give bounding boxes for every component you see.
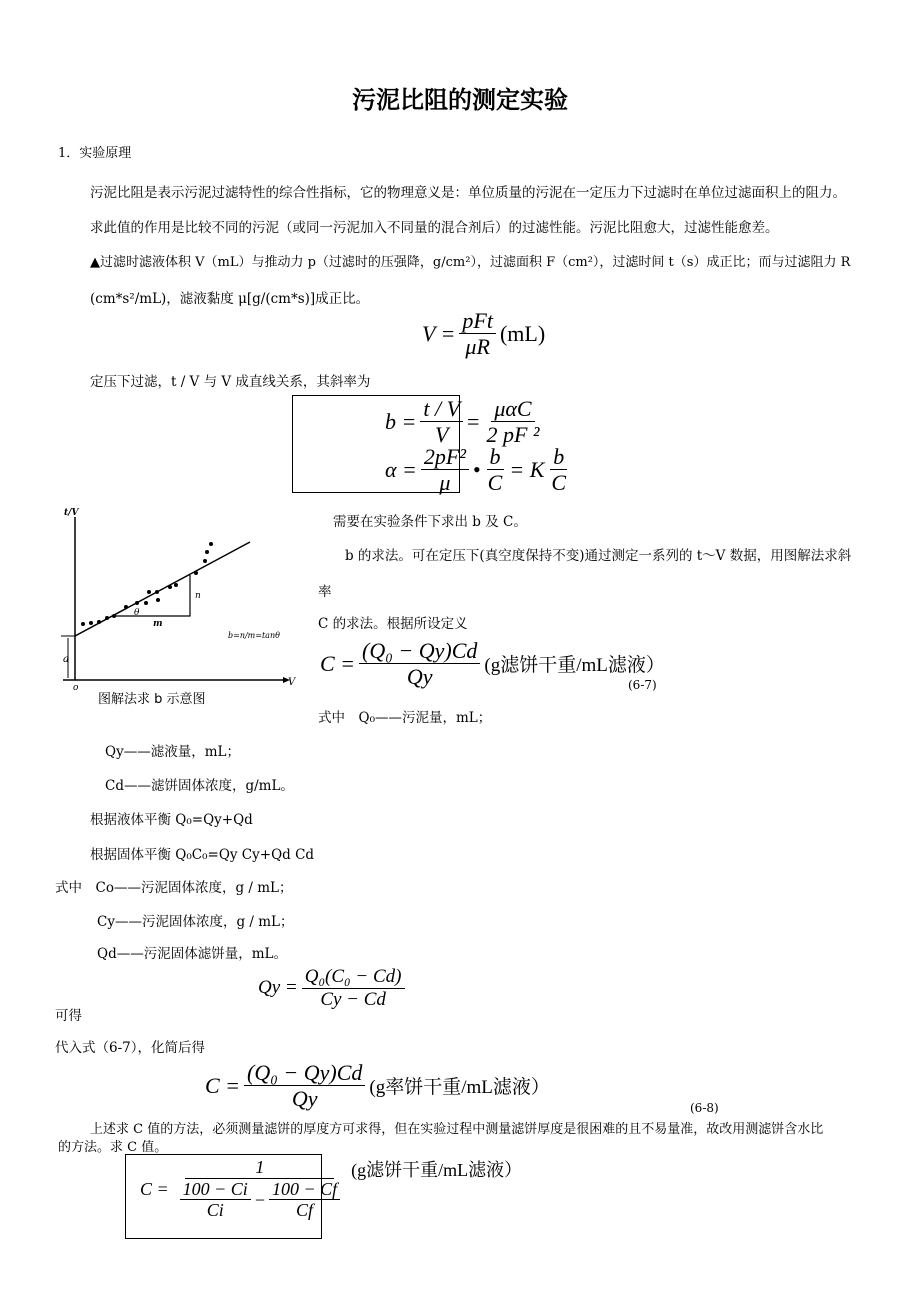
formula-alpha bbox=[385, 444, 573, 496]
paragraph: C 的求法。根据所设定义 bbox=[318, 616, 468, 632]
numerator: 100 − Cf bbox=[269, 1179, 340, 1201]
paragraph: ▲过滤时滤液体积 V（mL）与推动力 p（过滤时的压强降，g/cm²），过滤面积 F（cm²），过滤时间 t（s）成正比；而与过滤阻力 R bbox=[90, 255, 851, 270]
paragraph: Qd——污泥固体滤饼量，mL。 bbox=[97, 946, 287, 962]
formula-lhs: C = bbox=[320, 650, 356, 676]
paragraph: 可得 bbox=[55, 1008, 82, 1024]
paragraph: b 的求法。可在定压下(真空度保持不变)通过测定一系列的 t～V 数据，用图解法求斜 bbox=[345, 548, 852, 564]
denominator: C bbox=[551, 470, 567, 496]
paragraph: 式中 Q₀——污泥量，mL； bbox=[318, 710, 492, 726]
denominator: μR bbox=[465, 334, 490, 360]
paragraph: 污泥比阻是表示污泥过滤特性的综合性指标，它的物理意义是：单位质量的污泥在一定压力下过滤时在单位过滤面积上的阻力。 bbox=[90, 185, 846, 201]
section-heading: 1．实验原理 bbox=[58, 146, 132, 161]
paragraph: (cm*s²/mL)，滤液黏度 μ[g/(cm*s)]成正比。 bbox=[90, 291, 370, 307]
paragraph: 求此值的作用是比较不同的污泥（或同一污泥加入不同量的混合剂后）的过滤性能。污泥比阻愈大，过滤性能愈差。 bbox=[90, 220, 779, 236]
paragraph: 代入式（6-7），化简后得 bbox=[55, 1040, 205, 1056]
denominator: 2 pF ² bbox=[486, 422, 540, 448]
numerator: t / V bbox=[420, 396, 463, 422]
formula-v bbox=[422, 308, 545, 360]
dot: • bbox=[472, 456, 481, 482]
formula-lhs: C = bbox=[140, 1178, 169, 1199]
paragraph: 定压下过滤，t / V 与 V 成直线关系，其斜率为 bbox=[90, 374, 371, 390]
formula-c-6-7 bbox=[320, 638, 665, 690]
formula-lhs: Qy = bbox=[258, 977, 298, 999]
numerator: (Q₀ − Qy)Cd bbox=[244, 1060, 365, 1086]
denominator: Cf bbox=[296, 1200, 314, 1221]
paragraph: Cd——滤饼固体浓度，g/mL。 bbox=[105, 778, 294, 794]
numerator: 100 − Ci bbox=[180, 1179, 251, 1201]
unit: (g率饼干重/mL滤液） bbox=[369, 1077, 550, 1099]
paragraph: Qy——滤液量，mL； bbox=[105, 744, 240, 760]
numerator: Q₀(C₀ − Cd) bbox=[302, 966, 405, 989]
unit: (g滤饼干重/mL滤液） bbox=[484, 655, 665, 677]
x-axis-label: V bbox=[288, 677, 296, 688]
unit: (g滤饼干重/mL滤液） bbox=[351, 1160, 523, 1181]
intercept-label: a bbox=[63, 654, 69, 665]
numerator: pFt bbox=[459, 308, 496, 334]
paragraph: 需要在实验条件下求出 b 及 C。 bbox=[333, 514, 527, 530]
equals: = K bbox=[509, 456, 545, 482]
slope-formula: b=n/m=tanθ bbox=[228, 631, 280, 640]
paragraph: 率 bbox=[318, 584, 332, 600]
minus: − bbox=[254, 1189, 265, 1210]
formula-lhs: b = bbox=[385, 408, 417, 434]
denominator: μ bbox=[439, 470, 451, 496]
numerator: b bbox=[487, 444, 504, 470]
formula-qy bbox=[258, 966, 409, 1011]
denominator: Cy − Cd bbox=[320, 988, 386, 1010]
origin-label: o bbox=[73, 683, 79, 690]
unit: (mL) bbox=[499, 320, 546, 346]
equals: = bbox=[467, 408, 480, 434]
numerator: 1 bbox=[185, 1157, 334, 1179]
denominator: Qy bbox=[291, 1086, 318, 1112]
formula-lhs: V = bbox=[422, 320, 456, 346]
numerator: (Q₀ − Qy)Cd bbox=[359, 638, 480, 664]
formula-c-water bbox=[140, 1157, 522, 1221]
page-title: 污泥比阻的测定实验 bbox=[352, 86, 568, 114]
equation-label: (6-7) bbox=[628, 678, 657, 692]
y-axis-label: t/V bbox=[64, 508, 79, 518]
numerator: μαC bbox=[491, 396, 534, 422]
formula-b bbox=[385, 396, 547, 448]
numerator: 2pF² bbox=[421, 444, 469, 470]
denominator: V bbox=[434, 422, 449, 448]
denominator: Ci bbox=[206, 1200, 224, 1221]
paragraph: 根据固体平衡 Q₀C₀=Qy Cy+Qd Cd bbox=[90, 847, 315, 863]
graph-figure bbox=[58, 505, 308, 710]
denominator: C bbox=[487, 470, 503, 496]
run-label: m bbox=[153, 619, 163, 629]
numerator: b bbox=[550, 444, 567, 470]
figure-caption: 图解法求 b 示意图 bbox=[98, 692, 206, 707]
paragraph: 的方法。求 C 值。 bbox=[58, 1140, 168, 1155]
paragraph: 式中 Co——污泥固体浓度，g / mL； bbox=[55, 880, 293, 896]
formula-lhs: α = bbox=[385, 456, 417, 482]
equation-label: (6-8) bbox=[690, 1101, 719, 1115]
angle-label: θ bbox=[134, 608, 140, 618]
denominator: Qy bbox=[406, 664, 433, 690]
formula-lhs: C = bbox=[205, 1072, 241, 1098]
formula-c-6-8 bbox=[205, 1060, 550, 1112]
graph-svg bbox=[58, 505, 308, 690]
data-points bbox=[81, 542, 213, 626]
paragraph: 根据液体平衡 Q₀=Qy+Qd bbox=[90, 812, 253, 828]
paragraph: 上述求 C 值的方法，必须测量滤饼的厚度方可求得，但在实验过程中测量滤饼厚度是很困难的且不易量准，故改用测滤饼含水比 bbox=[90, 1122, 824, 1137]
paragraph: Cy——污泥固体浓度，g / mL； bbox=[97, 914, 294, 930]
rise-label: n bbox=[195, 591, 201, 601]
